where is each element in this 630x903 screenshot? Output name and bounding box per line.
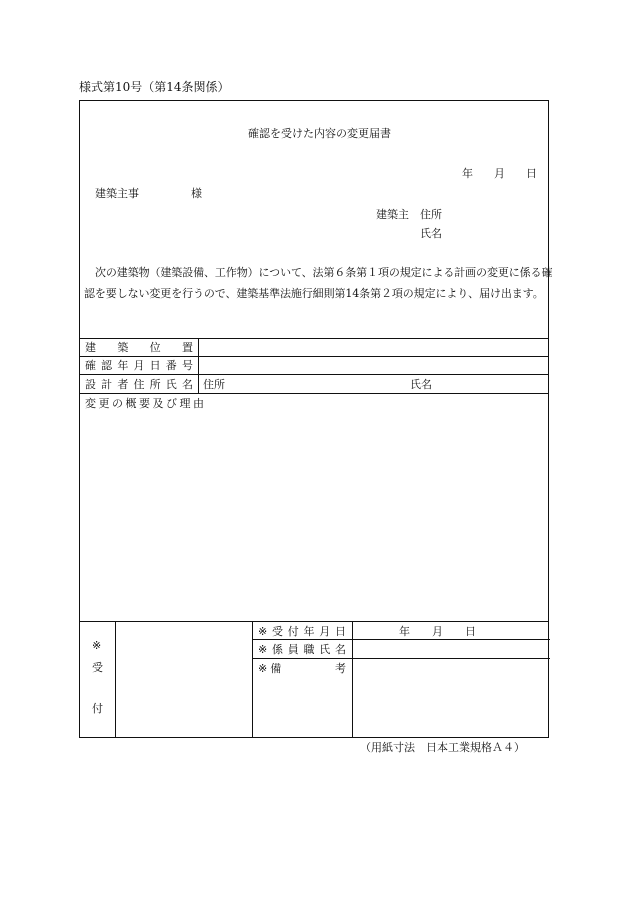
label-change-summary: 変更の概要及び理由 bbox=[85, 397, 207, 410]
addressee-honorific: 様 bbox=[191, 187, 202, 200]
paper-size-note: （用紙寸法 日本工業規格Ａ４） bbox=[360, 741, 525, 754]
addressee-label: 建築主事 bbox=[95, 187, 139, 200]
rule-receipt-right bbox=[352, 621, 353, 738]
date-year-label: 年 bbox=[462, 167, 473, 180]
form-box bbox=[79, 100, 553, 738]
applicant-address-label: 住所 bbox=[420, 208, 442, 221]
rule-location-top bbox=[80, 338, 548, 339]
receipt-char-tsuke: 付 bbox=[92, 702, 103, 715]
designer-name-label: 氏名 bbox=[410, 378, 432, 391]
label-building-location: 建 築 位 置 bbox=[85, 341, 193, 354]
rule-receipt-top bbox=[80, 621, 548, 622]
rule-receipt-mid2 bbox=[252, 658, 550, 659]
rule-label-divider bbox=[198, 338, 199, 393]
rule-receipt-center bbox=[252, 621, 253, 738]
receipt-mark: ※ bbox=[92, 639, 102, 652]
receipt-char-uke: 受 bbox=[92, 661, 103, 674]
body-text-line2: 認を要しない変更を行うので、建築基準法施行細則第14条第２項の規定により、届け出ます。 bbox=[84, 287, 544, 300]
date-day-label: 日 bbox=[526, 167, 537, 180]
received-month-label: 月 bbox=[432, 625, 443, 638]
body-text-line1: 次の建築物（建築設備、工作物）について、法第６条第１項の規定による計画の変更に係る確 bbox=[95, 266, 553, 279]
applicant-name-label: 氏名 bbox=[420, 227, 442, 240]
received-day-label: 日 bbox=[465, 625, 476, 638]
label-remarks: ※ 備 考 bbox=[258, 662, 346, 675]
rule-receipt-left bbox=[115, 621, 116, 738]
label-staff-name: ※ 係 員 職 氏 名 bbox=[258, 643, 346, 656]
label-confirmation-date-number: 確 認 年 月 日 番 号 bbox=[85, 359, 193, 372]
date-month-label: 月 bbox=[494, 167, 505, 180]
rule-summary-top bbox=[80, 393, 548, 394]
rule-designer-top bbox=[80, 374, 548, 375]
applicant-role: 建築主 bbox=[376, 208, 409, 221]
label-received-date: ※ 受 付 年 月 日 bbox=[258, 625, 346, 638]
form-number: 様式第10号（第14条関係） bbox=[79, 80, 230, 94]
form-title: 確認を受けた内容の変更届書 bbox=[248, 127, 391, 140]
rule-receipt-mid1 bbox=[252, 639, 550, 640]
label-designer: 設 計 者 住 所 氏 名 bbox=[85, 378, 193, 391]
received-year-label: 年 bbox=[399, 625, 410, 638]
designer-address-label: 住所 bbox=[203, 378, 225, 391]
rule-confirm-top bbox=[80, 356, 548, 357]
